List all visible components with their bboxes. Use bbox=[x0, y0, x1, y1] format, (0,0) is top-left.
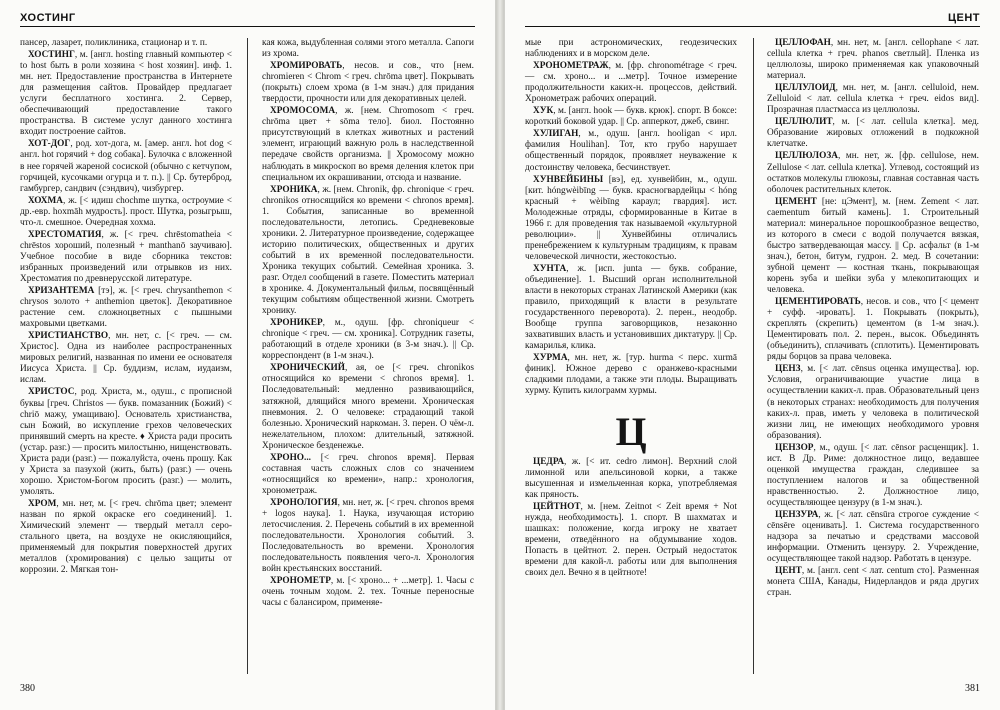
dictionary-entry: ЦЕНЗОР, м., одуш. [< лат. cēnsor расценщик]. 1. ист. В Др. Риме: должностное лицо, ведавшее оценкой имущества граждан, следившее за поступлением налогов и за общественной нравственностью. 2. Должностное лицо, осуществляющее цензуру (в 1-м знач.). bbox=[767, 442, 979, 508]
text-column-right bbox=[262, 38, 474, 610]
dictionary-entry: ХРОНО... [< греч. chronos время]. Первая составная часть сложных слов со значением «относящийся ко времени», напр.: хронология, хронометраж. bbox=[262, 452, 474, 496]
text-column-right bbox=[767, 38, 979, 600]
dictionary-entry: ХРИСТОС, род. Христа, м., одуш., с прописной буквы [греч. Christos — букв. помазанник (Божий) < chriō мажу, умащиваю]. Основатель христианства, сын Божий, во искупление грехов человеческих принявший смерть на кресте. ♦ Христа ради просить (устар. разг.) — просить милостыню, нищенствовать. Христа ради (разг.) — пожалуйста, очень прошу. Как у Христа за пазухой (жить, быть) (разг.) — очень хорошо. Христом-Богом просить (разг.) — молить, умолять. bbox=[20, 387, 232, 497]
text-column-left bbox=[20, 38, 232, 577]
dictionary-entry: ХРОНИКА, ж. [нем. Chronik, фр. chronique < греч. chronikos относящийся ко времени < chronos время]. 1. События, записанные во временной последовательности, летопись. Средневековые хроники. 2. Литературное произведение, содержащее историю политических, общественных и других событий в их временной последовательности. Хроника текущих событий. Семейная хроника. 3. разг. Отдел сообщений в газете. Поместить материал в хронике. 4. Документальный фильм, посвящённый текущим событиям общественной жизни. Смотреть хронику. bbox=[262, 184, 474, 317]
dictionary-entry: ХУК, м. [англ. hook — букв. крюк]. спорт. В боксе: короткий боковой удар. || Ср. апперкот, джеб, свинг. bbox=[525, 106, 737, 128]
dictionary-entry: ЦЕЛЛУЛОИД, мн. нет, м. [англ. celluloid, нем. Zelluloid < лат. cellula клетка + греч. eidos вид]. Прозрачная пластмасса из целлюлозы. bbox=[767, 83, 979, 116]
running-head bbox=[525, 10, 980, 27]
dictionary-entry: ЦЕЛЛЮЛИТ, м. [< лат. cellula клетка]. мед. Образование жировых отложений в подкожной клетчатке. bbox=[767, 117, 979, 150]
dictionary-entry: ХОТ-ДОГ, род. хот-дога, м. [амер. англ. hot dog < англ. hot горячий + dog собака]. Булочка с вложенной в нее горячей жареной сосиской (обычно с кетчупом, горчицей, кусочками огурца и т. п.). || Ср. бутерброд, гамбургер, сандвич (сэндвич), чизбургер. bbox=[20, 139, 232, 194]
dictionary-entry: ХУЛИГАН, м., одуш. [англ. hooligan < ирл. фамилия Houlihan]. Тот, кто грубо нарушает общественный порядок, проявляет неуважение к достоинству человека, бесчинствует. bbox=[525, 129, 737, 173]
dictionary-entry: ХРОНОМЕТРАЖ, м. [фр. chronométrage < греч. — см. хроно... и ...метр]. Точное измерение продолжительности каких-н. процессов, действий. Хронометраж рабочих операций. bbox=[525, 61, 737, 105]
right-page bbox=[504, 0, 1000, 710]
left-page bbox=[0, 0, 496, 710]
dictionary-entry: ХРОНОМЕТР, м. [< хроно... + ...метр]. 1. Часы с очень точным ходом. 2. тех. Точные переносные часы с балансиром, применяе- bbox=[262, 576, 474, 609]
running-head bbox=[20, 10, 475, 27]
dictionary-entry: ЦЕМЕНТ [не: цЭмент], м. [нем. Zement < лат. caementum битый камень]. 1. Строительный материал: минеральное порошкообразное вещество, из которого в смеси с водой получается вязкая, быстро затвердевающая массу. || Ср. асфальт (в 1-м знач.), бетон, битум, гудрон. 2. мед. В сочетании: зубной цемент — костная ткань, покрывающая корень зуба и шейки зуба у млекопитающих и человека. bbox=[767, 196, 979, 296]
dictionary-entry: ХРОНОЛОГИЯ, мн. нет, ж. [< греч. chronos время + logos наука]. 1. Наука, изучающая историю летосчисления. 2. Перечень событий в их временной последовательности. Хронология событий. 3. Последовательность во времени. Хронология последовательность появления чего-л. Хронология войн крестьянских восстаний. bbox=[262, 497, 474, 575]
dictionary-entry: ХУНТА, ж. [исп. junta — букв. собрание, объединение]. 1. Высший орган исполнительной власти в некоторых странах Латинской Америки (как правило, приходящий к власти в результате государственного переворота). 2. перен., неодобр. Вообще группа заговорщиков, незаконно захвативших власть и установивших диктатуру. || Ср. камарилья, клика. bbox=[525, 263, 737, 352]
dictionary-entry: ХРИСТИАНСТВО, мн. нет, с. [< греч. — см. Христос]. Одна из наиболее распространенных мировых религий, названная по имени ее основателя Иисуса Христа. || Ср. буддизм, ислам, иудаизм, ислам. bbox=[20, 331, 232, 386]
dictionary-entry: ЦЕНЗУРА, ж. [< лат. cēnsūra строгое суждение < cēnsēre оценивать]. 1. Система государственного надзора за печатью и средствами массовой информации. Отменить цензуру. 2. Учреждение, осуществляющее такой надзор. Работать в цензуре. bbox=[767, 509, 979, 565]
dictionary-entry: кая кожа, выдубленная солями этого металла. Сапоги из хрома. bbox=[262, 38, 474, 60]
dictionary-entry: ХРИЗАНТЕМА [тэ], ж. [< греч. chrysanthemon < chrysos золото + anthemion цветок]. Декоративное растение сем. сложноцветных с пышными махровыми цветками. bbox=[20, 286, 232, 330]
dictionary-entry: ХРОНИКЕР, м., одуш. [фр. chroniqueur < chronique < греч. — см. хроника]. Сотрудник газеты, работающий в отделе хроники (в 3-м знач.). || Ср. корреспондент (в 1-м знач.). bbox=[262, 318, 474, 362]
page-number: 380 bbox=[20, 683, 35, 694]
dictionary-entry: ХУНВЕЙБИНЫ [вэ], ед. хунвейбин, м., одуш. [кит. hóngwèibīng — букв. красногвардейцы < hóng красный + wèibīng караул; гвардия]. ист. Молодежные отряды, сформированные в Китае в 1966 г. для проведения так называемой «культурной революции». || Хунвейбины отличались пренебрежением к культурным традициям, к правам человеческой личности, жестокостью. bbox=[525, 174, 737, 262]
dictionary-entry: ХУРМА, мн. нет, ж. [тур. hurma < перс. xurmā финик]. Южное дерево с оранжево-красными сладкими плодами, а также эти плоды. Выращивать хурму. Купить килограмм хурмы. bbox=[525, 353, 737, 397]
running-head-word: ХОСТИНГ bbox=[20, 12, 76, 24]
dictionary-entry: ЦЕЙТНОТ, м. [нем. Zeitnot < Zeit время + Not нужда, необходимость]. 1. спорт. В шахматах и шашках: положение, когда игроку не хватает времени, отведённого на обдумывание ходов. Попасть в цейтнот. 2. перен. Острый недостаток времени для какой-л. работы или для выполнения своих дел. Вечно я в цейтноте! bbox=[525, 501, 737, 579]
dictionary-entry: ХРОМ, мн. нет, м. [< греч. chrōma цвет; элемент назван по яркой окраске его соединений]. 1. Химический элемент — твердый металл серо-стального цвета, на воздухе не окисляющийся, применяемый для покрытия поверхностей других металлов (хромирования) с целью защиты от коррозии. 2. Мягкая тон- bbox=[20, 498, 232, 576]
dictionary-entry: ХРЕСТОМАТИЯ, ж. [< греч. chrēstomatheia < chrēstos хороший, полезный + manthanō заучиваю]. Учебное пособие в виде сборника текстов: избранных произведений или отрывков из них. Хрестоматия по древнерусской литературе. bbox=[20, 229, 232, 284]
dictionary-entry: ЦЕЛЛОФАН, мн. нет, м. [англ. cellophane < лат. cellula клетка + греч. phanos светлый]. Пленка из целлюлозы, широко применяемая как упаковочный материал. bbox=[767, 38, 979, 82]
dictionary-entry: ЦЕДРА, ж. [< ит. cedro лимон]. Верхний слой лимонной или апельсиновой корки, а также высушенная и измельченная корка, употребляемая как пряность. bbox=[525, 456, 737, 500]
page-number: 381 bbox=[965, 683, 980, 694]
running-head-word: ЦЕНТ bbox=[947, 12, 980, 24]
section-letter: Ц bbox=[615, 408, 647, 454]
column-divider bbox=[753, 38, 754, 674]
dictionary-entry: мые при астрономических, геодезических наблюдениях и в морском деле. bbox=[525, 38, 737, 60]
dictionary-entry: ХОСТИНГ, м. [англ. hosting главный компьютер < to host быть в роли хозяина < host хозяин]. инф. 1. мн. нет. Предоставление пространства в Интернете для размещения сайтов. Провайдер предлагает услуги бесплатного хостинга. 2. Сервер, обеспечивающий предоставление такого пространства. В системе услуг данного хостинга входит построение сайтов. bbox=[20, 50, 232, 138]
dictionary-entry: ЦЕЛЛЮЛОЗА, мн. нет, ж. [фр. cellulose, нем. Zellulose < лат. cellula клетка]. Углевод, состоящий из остатков молекулы глюкозы, главная составная часть оболочек растительных клеток. bbox=[767, 151, 979, 195]
dictionary-entry: ЦЕМЕНТИРОВАТЬ, несов. и сов., что [< цемент + суфф. -ировать]. 1. Покрывать (покрыть), скреплять (скрепить) цементом (в 1-м знач.). Цементировать пол. 2. перен., высок. Объединять (объединить), сплачивать (сплотить). Цементировать ряды борцов за права человека. bbox=[767, 297, 979, 363]
text-column-left bbox=[525, 38, 737, 580]
dictionary-entry: ХРОНИЧЕСКИЙ, ая, ое [< греч. chronikos относящийся ко времени < chronos время]. 1. Последовательный: медленно развивающийся, затяжной, длящийся много времени. Хроническая пневмония. 2. О человеке: страдающий такой болезнью. Хронический наркоман. 3. перен. О чём-л. нежелательном, плохом: длительный, затяжной. Хроническое безденежье. bbox=[262, 363, 474, 451]
column-divider bbox=[247, 38, 248, 674]
dictionary-entry: ХОХМА, ж. [< идиш chochme шутка, остроумие < др.-евр. hoxmāh мудрость]. прост. Шутка, розыгрыш, что-л. смешное. Очередная хохма. bbox=[20, 195, 232, 228]
dictionary-entry: ХРОМОСОМА, ж. [нем. Chromosom < греч. chrōma цвет + sōma тело]. биол. Постоянно присутствующий в клетках животных и растений элемент, играющий важную роль в наследственной передаче свойств организма. || Хромосому можно наблюдать в микроскоп во время деления клеток при специальном их окрашивании, отсюда и название. bbox=[262, 106, 474, 183]
dictionary-entry: пансер, лазарет, поликлиника, стационар и т. п. bbox=[20, 38, 208, 48]
dictionary-entry: ЦЕНТ, м. [англ. cent < лат. centum сто]. Разменная монета США, Канады, Нидерландов и ряда других стран. bbox=[767, 566, 979, 599]
dictionary-entry: ЦЕНЗ, м. [< лат. cēnsus оценка имущества]. юр. Условия, ограничивающие участие лица в осуществлении каких-л. прав. Образовательный ценз (в некоторых странах: необходимость для получения каких-л. прав, иметь у человека в политической жизни лиц, не имеющих необходимого уровня образования). bbox=[767, 364, 979, 441]
dictionary-entry: ХРОМИРОВАТЬ, несов. и сов., что [нем. chromieren < Chrom < греч. chrōma цвет]. Покрывать (покрыть) слоем хрома (в 1-м знач.) для придания твердости, прочности или для декоративных целей. bbox=[262, 61, 474, 105]
book-gutter bbox=[496, 0, 504, 710]
